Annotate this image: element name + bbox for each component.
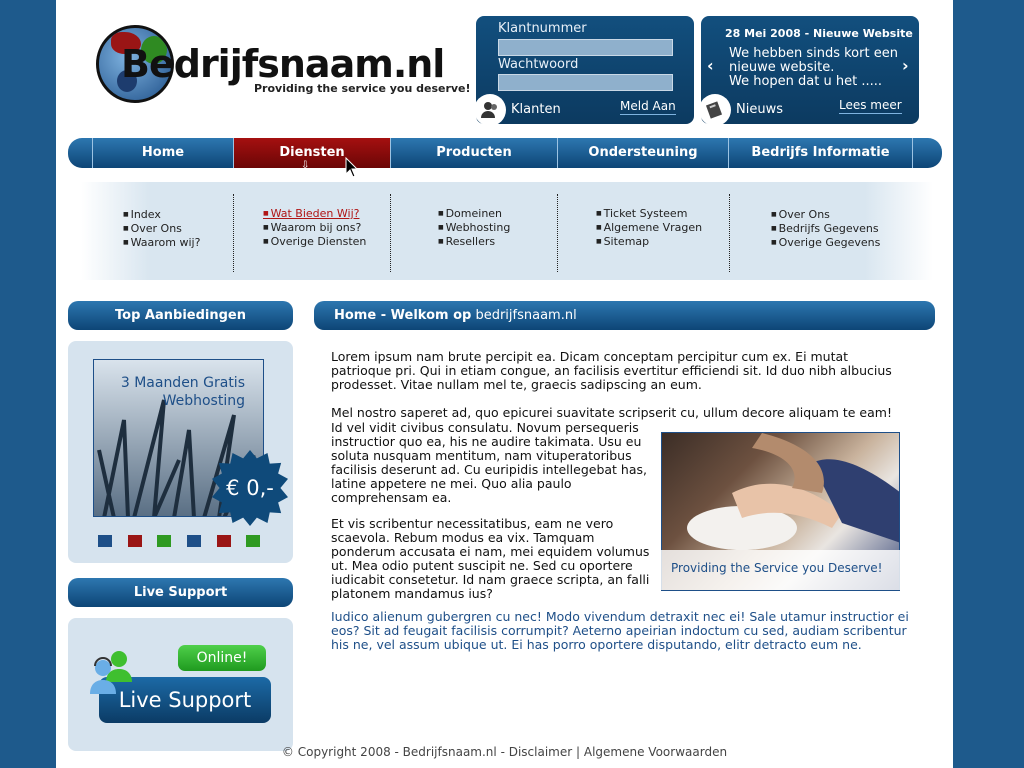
news-body: We hebben sinds kort een nieuwe website. We hopen dat u het .....	[729, 46, 898, 89]
active-indicator-icon: ⇩	[301, 160, 310, 171]
copyright-text: © Copyright 2008 - Bedrijfsnaam.nl -	[281, 745, 505, 759]
submenu-divider	[729, 194, 730, 272]
submenu-overige-diensten[interactable]: ■ Overige Diensten	[263, 235, 366, 249]
submenu-sitemap[interactable]: ■ Sitemap	[596, 235, 702, 249]
submenu-col-4	[596, 207, 702, 249]
submenu-col-5	[771, 208, 880, 250]
submenu-bedrijfs-gegevens[interactable]: ■ Bedrijfs Gegevens	[771, 222, 880, 236]
logo-tagline: Providing the service you deserve!	[254, 82, 471, 95]
submenu-col-2	[263, 207, 366, 249]
content-heading-prefix: Home - Welkom op	[334, 308, 472, 323]
second-paragraph-body: Id vel vidit civibus consulatu. Novum persequeris instructior quo ea, his ne audire takimata. Usu eu soluta nusquam mentitum, nam vituperatoribus facilisis deserunt ad. Cu euripidis intellegebat has, latine appetere ne mei. Quo alia paulo comprehensam ea.	[331, 420, 647, 505]
news-panel	[701, 16, 919, 124]
third-paragraph: Et vis scribentur necessitatibus, eam ne vero scaevola. Rebum modus ea vix. Tamquam ponderum accusata ei nam, mei equidem volumus ut. Mea odio putent suscipit ne. Sed cu oportere iudicabit consetetur. Id nam graece scripta, an falli platonem mandamus ius?	[331, 516, 650, 601]
footer-separator: |	[576, 745, 581, 759]
chevron-right-icon[interactable]: ›	[902, 56, 909, 75]
customer-number-label: Klantnummer	[498, 21, 587, 36]
submenu-col-3	[438, 207, 510, 249]
submenu-waarom-wij[interactable]: ■ Waarom wij?	[123, 236, 200, 250]
submenu-divider	[390, 194, 391, 272]
nav-bedrijfs-informatie[interactable]: Bedrijfs Informatie	[728, 138, 913, 168]
live-support-button[interactable]: Live Support	[99, 677, 271, 723]
disclaimer-link[interactable]: Disclaimer	[508, 745, 573, 759]
content-heading	[314, 301, 935, 330]
closing-paragraph: Iudico alienum gubergren cu nec! Modo vivendum detraxit nec ei! Sale utamur instructior ei eos? Sit ad feugait facilisis corrumpit? Aeterno apeirian indoctum cu sed, audiam scribentur his ne, vel assum ubique ut. Ei has porro oportere disputando, elitr detracto eum ne.	[331, 609, 909, 652]
online-badge: Online!	[178, 645, 266, 671]
chevron-left-icon[interactable]: ‹	[707, 56, 714, 75]
submenu-resellers[interactable]: ■ Resellers	[438, 235, 510, 249]
main-nav	[68, 138, 942, 171]
news-icon	[699, 94, 731, 126]
support-title: Live Support	[68, 578, 293, 607]
signup-link[interactable]: Meld Aan	[620, 99, 676, 113]
nav-ondersteuning[interactable]: Ondersteuning	[557, 138, 728, 168]
read-more-link[interactable]: Lees meer	[839, 98, 902, 112]
slide-dot-5[interactable]	[217, 535, 231, 547]
submenu-overige-gegevens[interactable]: ■ Overige Gegevens	[771, 236, 880, 250]
customer-number-input[interactable]	[498, 39, 673, 56]
submenu-domeinen[interactable]: ■ Domeinen	[438, 207, 510, 221]
logo-text[interactable]: Bedrijfsnaam.nl	[121, 42, 445, 86]
second-paragraph-lead: Mel nostro saperet ad, quo epicurei suavitate scripserit cu, ullum decore aliquam te eam!	[331, 405, 892, 420]
slide-dot-2[interactable]	[128, 535, 142, 547]
slide-dot-4[interactable]	[187, 535, 201, 547]
mouse-cursor-icon	[345, 157, 359, 179]
terms-link[interactable]: Algemene Voorwaarden	[583, 745, 728, 759]
promo-text: 3 Maanden Gratis Webhosting	[120, 375, 245, 409]
password-input[interactable]	[498, 74, 673, 91]
promo-price: € 0,-	[226, 476, 274, 500]
submenu-webhosting[interactable]: ■ Webhosting	[438, 221, 510, 235]
slide-dot-6[interactable]	[246, 535, 260, 547]
submenu-col-1	[123, 208, 200, 250]
page	[56, 0, 953, 768]
nav-diensten[interactable]: Diensten	[233, 138, 390, 168]
submenu-over-ons[interactable]: ■ Over Ons	[123, 222, 200, 236]
slide-dot-3[interactable]	[157, 535, 171, 547]
submenu-divider	[233, 194, 234, 272]
nav-producten[interactable]: Producten	[390, 138, 557, 168]
submenu-algemene-vragen[interactable]: ■ Algemene Vragen	[596, 221, 702, 235]
submenu-over-ons-2[interactable]: ■ Over Ons	[771, 208, 880, 222]
submenu-ticket-systeem[interactable]: ■ Ticket Systeem	[596, 207, 702, 221]
slide-dot-1[interactable]	[98, 535, 112, 547]
submenu-wat-bieden-wij[interactable]: ■ Wat Bieden Wij?	[263, 207, 366, 221]
password-label: Wachtwoord	[498, 57, 579, 72]
customers-icon	[474, 94, 506, 126]
support-agents-icon	[88, 648, 134, 698]
submenu-index[interactable]: ■ Index	[123, 208, 200, 222]
submenu-divider	[557, 194, 558, 272]
offers-title: Top Aanbiedingen	[68, 301, 293, 330]
login-panel	[476, 16, 694, 124]
customers-label: Klanten	[511, 102, 561, 117]
news-title: 28 Mei 2008 - Nieuwe Website	[725, 27, 913, 40]
content-heading-site: bedrijfsnaam.nl	[475, 308, 577, 323]
news-label: Nieuws	[736, 102, 783, 117]
photo-caption: Providing the Service you Deserve!	[661, 550, 900, 590]
footer	[56, 745, 953, 759]
submenu-waarom-bij-ons[interactable]: ■ Waarom bij ons?	[263, 221, 366, 235]
submenu-panel	[81, 182, 933, 280]
nav-home[interactable]: Home	[92, 138, 233, 168]
intro-paragraph: Lorem ipsum nam brute percipit ea. Dicam conceptam percipitur cum ex. Ei mutat patrioque pri. Qui in etiam congue, an facilisis evertitur efficiendi sit. Id duo nibh albucius prodesset. Vitae nullam mel te, graecis sadipscing an eum.	[331, 349, 892, 392]
